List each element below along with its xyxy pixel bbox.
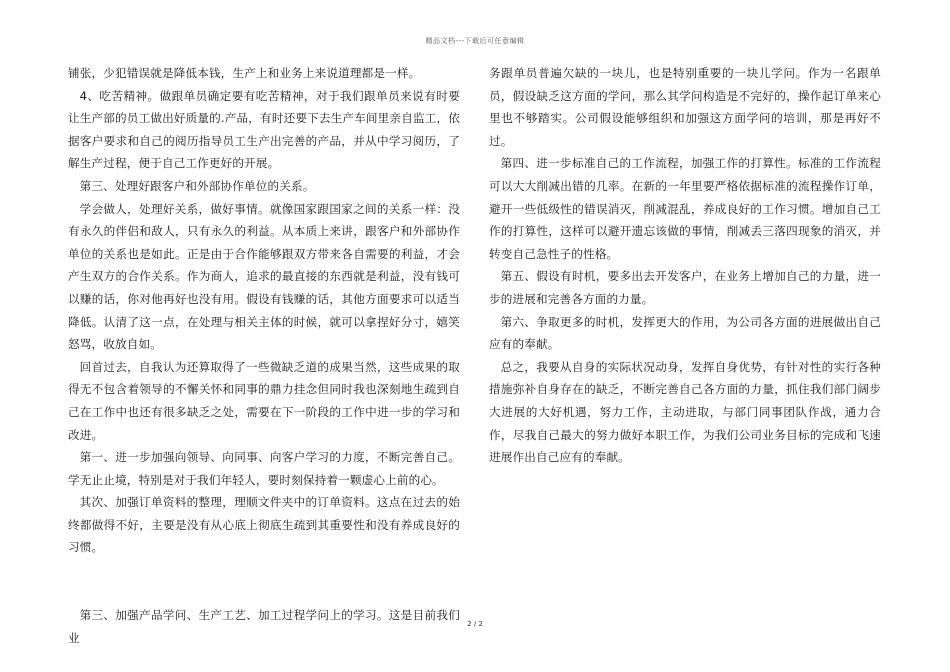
paragraph: 4、吃苦精神。做跟单员确定要有吃苦精神，对于我们跟单员来说有时要让生产部的员工做出好质量的.产品，有时还要下去生产车间里亲自监工，依据客户要求和自己的阅历指导员工生产出完善的产品，并从中学习阅历，了解生产过程，便于自己工作更好的开展。 — [68, 88, 460, 171]
paragraph: 学会做人，处理好关系，做好事情。就像国家跟国家之间的关系一样：没有永久的伴侣和敌人，只有永久的利益。从本质上来讲，跟客户和外部协作单位的关系也是如此。正是由于合作能够跟双方带来各自需要的利益，才会产生双方的合作关系。作为商人，追求的最直接的东西就是利益，没有钱可以赚的话，你对他再好也没有用。假设有钱赚的话，其他方面要求可以适当降低。认清了这一点，在处理与相关主体的时候，就可以拿捏好分寸，嬉笑怒骂，收放自如。 — [68, 201, 460, 352]
paragraph: 第三、加强产品学问、生产工艺、加工过程学问上的学习。这是目前我们业 — [68, 608, 460, 645]
left-column — [68, 62, 460, 649]
paragraph: 其次、加强订单资料的整理，理顺文件夹中的订单资料。这点在过去的始终都做得不好，主要是没有从心底上彻底生疏到其重要性和没有养成良好的习惯。 — [68, 495, 460, 555]
paragraph: 第六、争取更多的时机，发挥更大的作用，为公司各方面的进展做出自己应有的奉献。 — [489, 314, 881, 352]
column-break-gap — [68, 559, 460, 604]
paragraph: 回首过去，自我认为还算取得了一些微缺乏道的成果当然，这些成果的取得无不包含着领导的不懈关怀和同事的鼎力挂念但同时我也深刻地生疏到自己在工作中也还有很多缺乏之处，需要在下一阶段的工作中进一步的学习和改进。 — [68, 359, 460, 442]
page-header: 精品文档---下载后可任意编辑 — [425, 37, 525, 45]
paragraph: 第四、进一步标准自己的工作流程，加强工作的打算性。标准的工作流程可以大大削减出错的几率。在新的一年里要严格依据标准的流程操作订单，避开一些低级性的错误消灭，削减混乱，养成良好的工作习惯。增加自己工作的打算性，这样可以避开遗忘该做的事情，削减丢三落四现象的消灭，并转变自己急性子的性格。 — [489, 156, 881, 261]
paragraph: 第三、处理好跟客户和外部协作单位的关系。 — [79, 178, 315, 193]
page-number: 2 / 2 — [467, 620, 483, 628]
paragraph: 务跟单员普遍欠缺的一块儿，也是特别重要的一块儿学问。作为一名跟单员，假设缺乏这方面的学问，那么其学问构造是不完好的，操作起订单来心里也不够踏实。公司假设能够组织和加强这方面学问的培训，那是再好不过。 — [489, 66, 881, 148]
right-column — [489, 62, 881, 469]
paragraph: 总之，我要从自身的实际状况动身，发挥自身优势，有针对性的实行各种措施弥补自身存在的缺乏，不断完善自己各方面的力量，抓住我们部门阔步大进展的大好机遇，努力工作，主动进取，与部门同事团队作战，通力合作，尽我自己最大的努力做好本职工作，为我们公司业务目标的完成和飞速进展作出自己应有的奉献。 — [489, 359, 881, 465]
paragraph: 铺张，少犯错误就是降低本钱，生产上和业务上来说道理都是一样。 — [68, 66, 421, 80]
paragraph: 第五、假设有时机，要多出去开发客户，在业务上增加自己的力量，进一步的进展和完善各方面的力量。 — [489, 269, 881, 306]
paragraph: 第一、进一步加强向领导、向同事、向客户学习的力度，不断完善自己。学无止止境，特别是对于我们年轻人，要时刻保持着一颗虚心上前的心。 — [68, 450, 460, 487]
